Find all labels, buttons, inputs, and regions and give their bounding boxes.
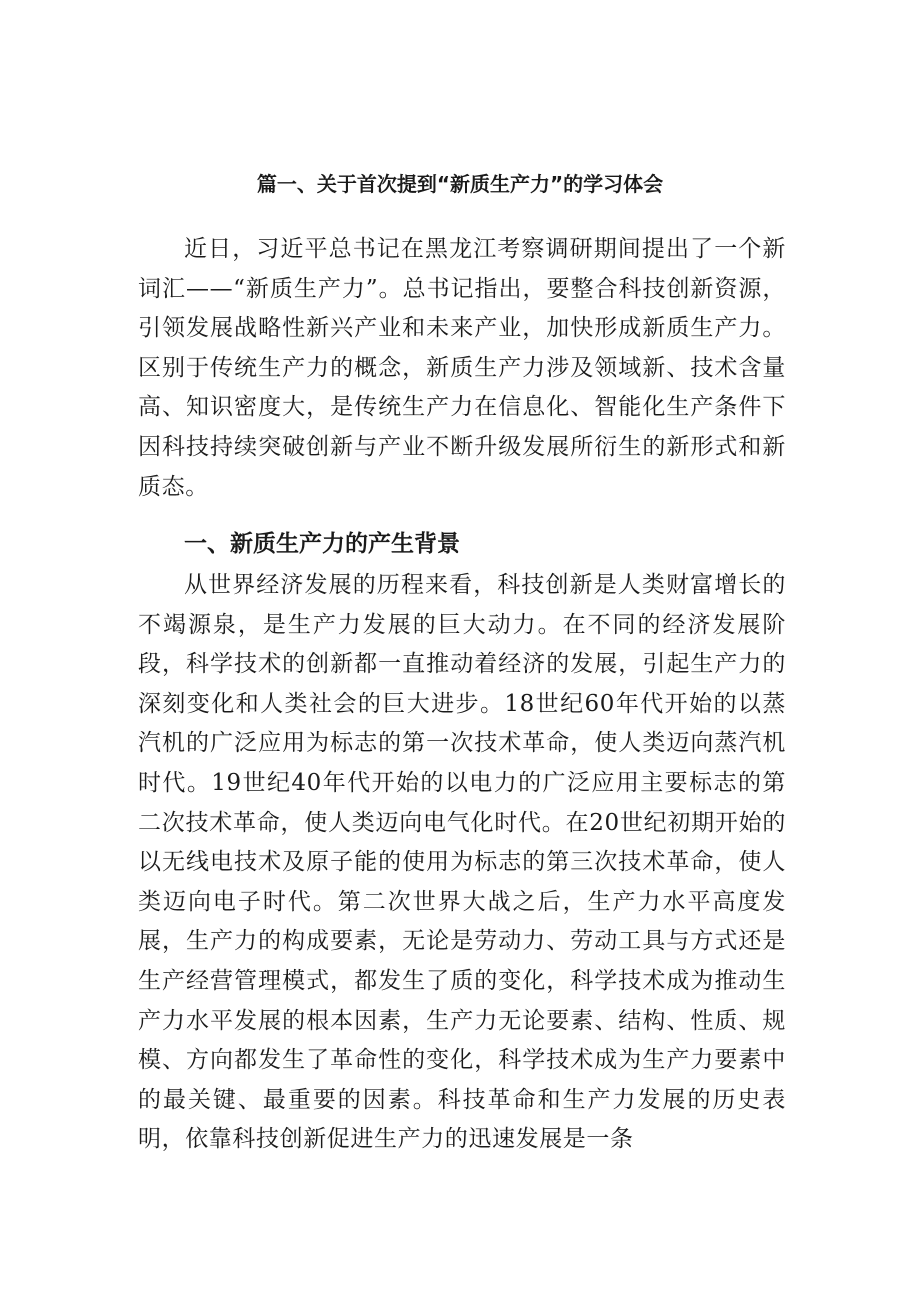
section-heading: 一、新质生产力的产生背景 bbox=[184, 531, 460, 557]
background-paragraph: 从世界经济发展的历程来看，科技创新是人类财富增长的不竭源泉，是生产力发展的巨大动力。在不同的经济发展阶段，科学技术的创新都一直推动着经济的发展，引起生产力的深刻变化和人类社会的巨大进步。18世纪60年代开始的以蒸汽机的广泛应用为标志的第一次技术革命，使人类迈向蒸汽机时代。19世纪40年代开始的以电力的广泛应用主要标志的第二次技术革命，使人类迈向电气化时代。在20世纪初期开始的以无线电技术及原子能的使用为标志的第三次技术革命，使人类迈向电子时代。第二次世界大战之后，生产力水平高度发展，生产力的构成要素，无论是劳动力、劳动工具与方式还是生产经营管理模式，都发生了质的变化，科学技术成为推动生产力水平发展的根本因素，生产力无论要素、结构、性质、规模、方向都发生了革命性的变化，科学技术成为生产力要素中的最关键、最重要的因素。科技革命和生产力发展的历史表明，依靠科技创新促进生产力的迅速发展是一条 bbox=[138, 572, 786, 1153]
document-title: 篇一、关于首次提到“新质生产力”的学习体会 bbox=[256, 172, 664, 196]
intro-paragraph: 近日，习近平总书记在黑龙江考察调研期间提出了一个新词汇——“新质生产力”。总书记指出，要整合科技创新资源，引领发展战略性新兴产业和未来产业，加快形成新质生产力。区别于传统生产力的概念，新质生产力涉及领域新、技术含量高、知识密度大，是传统生产力在信息化、智能化生产条件下因科技持续突破创新与产业不断升级发展所衍生的新形式和新质态。 bbox=[138, 236, 786, 500]
